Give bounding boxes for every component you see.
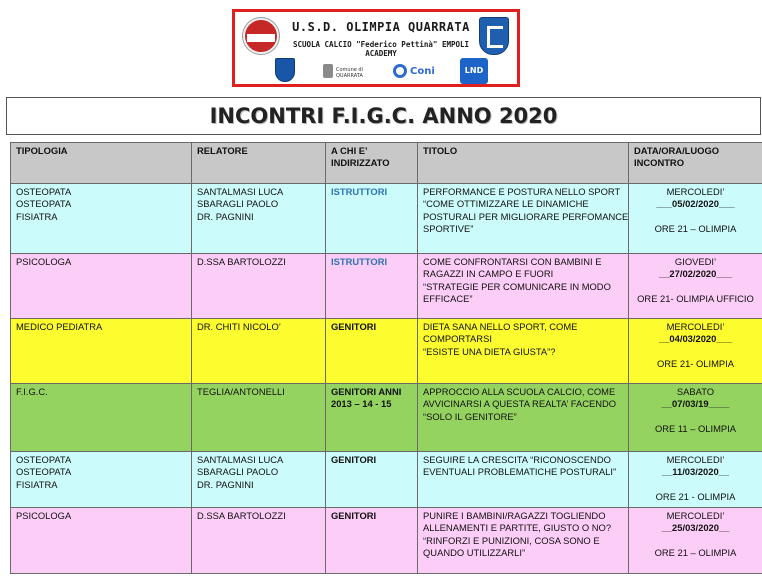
- figc-shield-icon: [275, 58, 295, 82]
- header-titolo: TITOLO: [418, 143, 629, 184]
- table-row: [11, 184, 762, 254]
- cell-relatore: SANTALMASI LUCA SBARAGLI PAOLO DR. PAGNINI: [192, 452, 326, 508]
- header-tipologia: TIPOLOGIA: [11, 143, 192, 184]
- events-table: [10, 142, 762, 574]
- cell-destinatari: GENITORI ANNI 2013 – 14 - 15: [326, 384, 418, 452]
- cell-tipologia: F.I.G.C.: [11, 384, 192, 452]
- cell-titolo: APPROCCIO ALLA SCUOLA CALCIO, COME AVVICINARSI A QUESTA REALTA’ FACENDO “SOLO IL GENITORE”: [418, 384, 629, 452]
- cell-data: MERCOLEDI’ __11/03/2020__ ORE 21 - OLIMPIA: [629, 452, 762, 508]
- cell-relatore: DR. CHITI NICOLO’: [192, 319, 326, 384]
- table-row: [11, 254, 762, 319]
- cell-titolo: PUNIRE I BAMBINI/RAGAZZI TOGLIENDO ALLENAMENTI E PARTITE, GIUSTO O NO? “RINFORZI E PUNIZIONI, COSA SONO E QUANDO UTILIZZARLI”: [418, 508, 629, 574]
- cell-tipologia: OSTEOPATA OSTEOPATA FISIATRA: [11, 452, 192, 508]
- cell-titolo: PERFORMANCE E POSTURA NELLO SPORT “COME OTTIMIZZARE LE DINAMICHE POSTURALI PER MIGLIORARE PERFOMANCE SPORTIVE”: [418, 184, 629, 254]
- cell-data: MERCOLEDI’ ___05/02/2020___ ORE 21 – OLIMPIA: [629, 184, 762, 254]
- table-row: [11, 508, 762, 574]
- cell-relatore: D.SSA BARTOLOZZI: [192, 508, 326, 574]
- banner-subtitle: SCUOLA CALCIO "Federico Pettinà" EMPOLI ACADEMY: [292, 40, 470, 58]
- cell-destinatari: GENITORI: [326, 452, 418, 508]
- cell-destinatari: ISTRUTTORI: [326, 254, 418, 319]
- cell-tipologia: PSICOLOGA: [11, 254, 192, 319]
- cell-tipologia: PSICOLOGA: [11, 508, 192, 574]
- cell-titolo: COME CONFRONTARSI CON BAMBINI E RAGAZZI IN CAMPO E FUORI “STRATEGIE PER COMUNICARE IN MODO EFFICACE”: [418, 254, 629, 319]
- page-title: INCONTRI F.I.G.C. ANNO 2020: [209, 104, 558, 128]
- cell-titolo: SEGUIRE LA CRESCITA “RICONOSCENDO EVENTUALI PROBLEMATICHE POSTURALI”: [418, 452, 629, 508]
- olimpia-crest-icon: [243, 18, 279, 54]
- cell-data: SABATO __07/03/19____ ORE 11 – OLIMPIA: [629, 384, 762, 452]
- cell-relatore: D.SSA BARTOLOZZI: [192, 254, 326, 319]
- header-relatore: RELATORE: [192, 143, 326, 184]
- header-logo-banner: [232, 9, 520, 87]
- banner-title: U.S.D. OLIMPIA QUARRATA: [292, 20, 470, 34]
- title-box: [6, 97, 761, 135]
- cell-data: MERCOLEDI’ __04/03/2020___ ORE 21- OLIMPIA: [629, 319, 762, 384]
- table-row: [11, 384, 762, 452]
- cell-data: GIOVEDI’ __27/02/2020___ ORE 21- OLIMPIA UFFICIO: [629, 254, 762, 319]
- cell-titolo: DIETA SANA NELLO SPORT, COME COMPORTARSI “ESISTE UNA DIETA GIUSTA”?: [418, 319, 629, 384]
- cell-data: MERCOLEDI’ __25/03/2020__ ORE 21 – OLIMPIA: [629, 508, 762, 574]
- comune-crest-icon: [323, 64, 333, 78]
- cell-relatore: SANTALMASI LUCA SBARAGLI PAOLO DR. PAGNINI: [192, 184, 326, 254]
- cell-tipologia: MEDICO PEDIATRA: [11, 319, 192, 384]
- header-destinatari: A CHI E’ INDIRIZZATO: [326, 143, 418, 184]
- cell-relatore: TEGLIA/ANTONELLI: [192, 384, 326, 452]
- lnd-logo-icon: LND: [460, 58, 488, 84]
- cell-destinatari: GENITORI: [326, 508, 418, 574]
- coni-label: Coni: [410, 66, 435, 77]
- coni-logo-icon: [393, 64, 407, 78]
- cell-destinatari: GENITORI: [326, 319, 418, 384]
- cell-tipologia: OSTEOPATA OSTEOPATA FISIATRA: [11, 184, 192, 254]
- cell-destinatari: ISTRUTTORI: [326, 184, 418, 254]
- comune-label: Comune di QUARRATA: [336, 67, 363, 79]
- empoli-crest-icon: [479, 17, 509, 55]
- table-row: [11, 319, 762, 384]
- table-header-row: [11, 143, 762, 184]
- table-row: [11, 452, 762, 508]
- header-data: DATA/ORA/LUOGO INCONTRO: [629, 143, 762, 184]
